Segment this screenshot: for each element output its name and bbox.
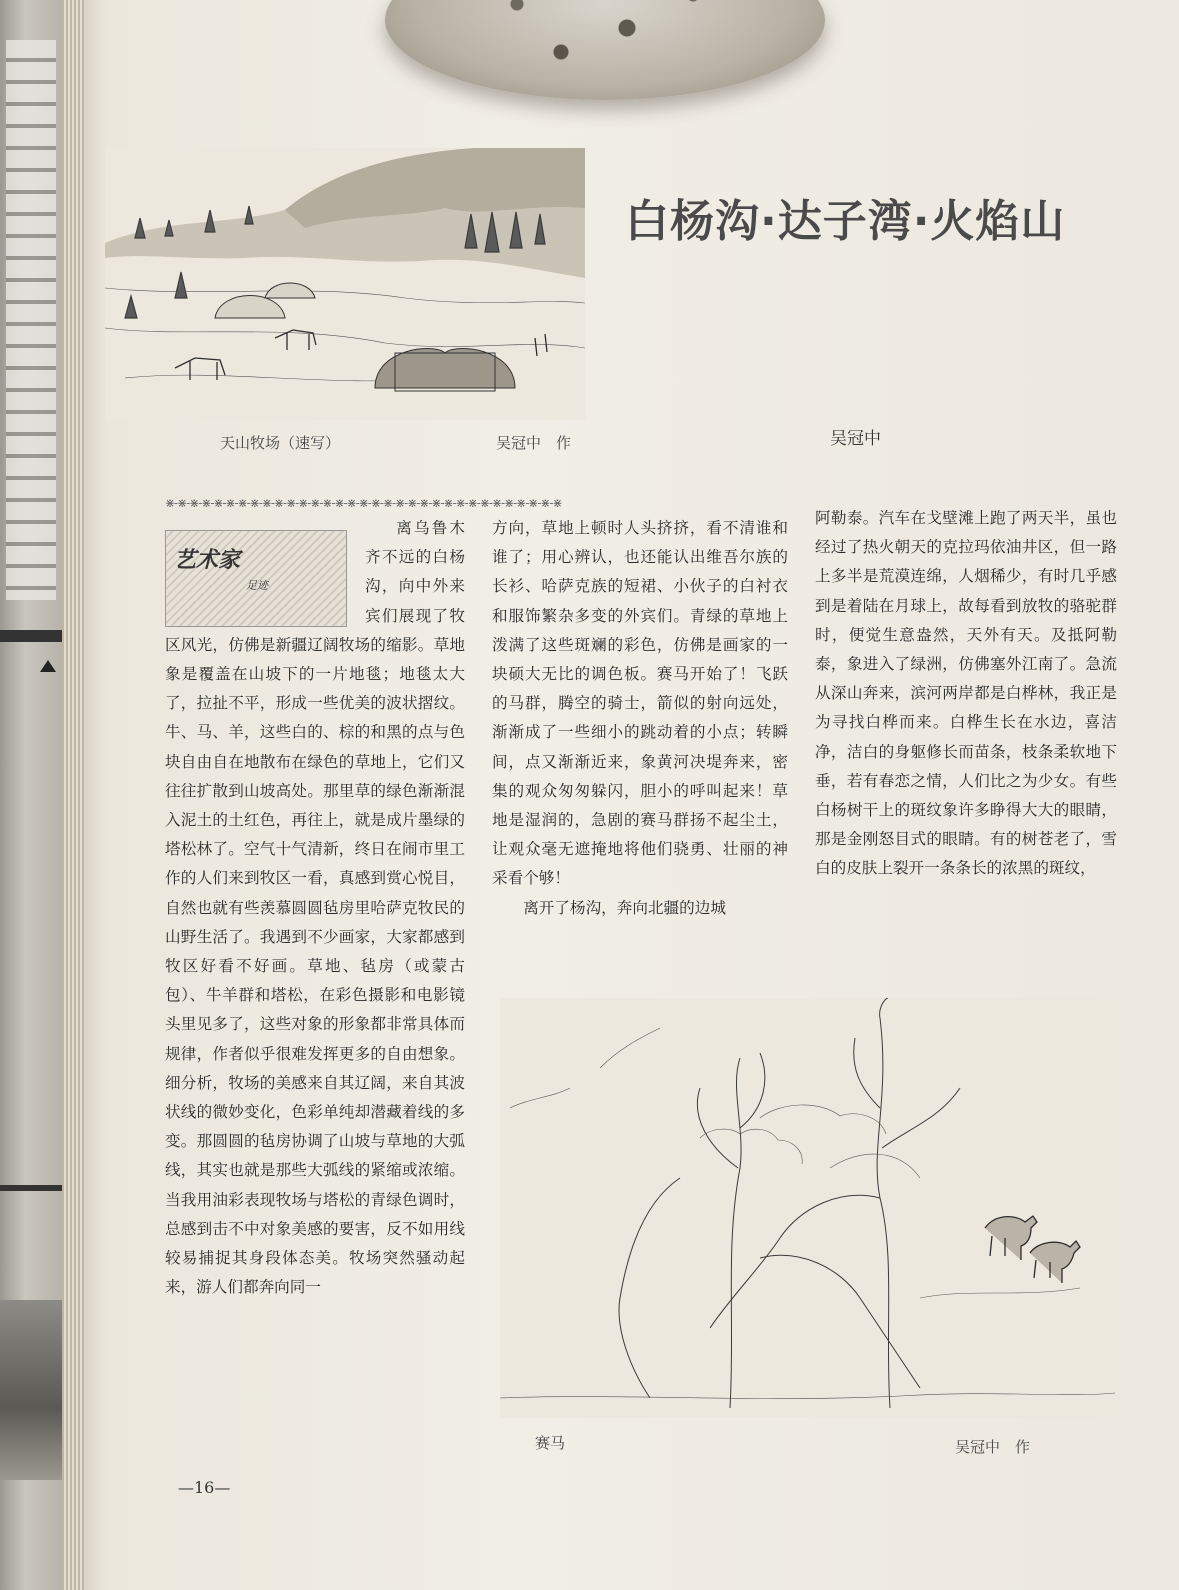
top-figure-caption: 天山牧场（速写） xyxy=(220,434,341,452)
paragraph: 离开了杨沟，奔向北疆的边城 xyxy=(523,898,726,917)
paragraph: 离乌鲁木齐不远的白杨沟，向中外来宾们展现了牧区风光，仿佛是新疆辽阔牧场的缩影。草地象是覆盖在山坡下的一片地毯；地毯太大了，拉扯不平，形成一些优美的波状摺纹。牛、马、羊，这些白的、棕的和黑的点与色块自由自在地散布在绿色的草地上，它们又往往扩散到山坡高处。那里草的绿色渐渐混入泥土的土红色，再往上，就是成片墨绿的塔松林了。空气十气清新，终日在闹市里工作的人们来到牧区一看，真感到赏心悦目，自然也就有些羡慕圆圆毡房里哈萨克牧民的山野生活了。我遇到不少画家，大家都感到牧区好看不好画。草地、毡房（或蒙古包）、牛羊群和塔松，在彩色摄影和电影镜头里见多了，这些对象的形象都非常具体而规律，作者似乎很难发挥更多的自由想象。细分析，牧场的美感来自其辽阔，来自其波状线的微妙变化，色彩单纯却潜藏着线的多变。那圆圆的毡房协调了山坡与草地的大弧线，其实也就是那些大弧线的紧缩或浓缩。当我用油彩表现牧场与塔松的青绿色调时，总感到击不中对象美感的要害，反不如用线较易捕捉其身段体态美。牧场突然骚动起来，游人们都奔向同一 xyxy=(165,519,465,1297)
bottom-figure-credit: 吴冠中 作 xyxy=(955,1438,1031,1456)
adjacent-photo xyxy=(0,1300,62,1480)
text-column-2 xyxy=(492,514,788,923)
column-logo-main: 艺术家 xyxy=(174,548,241,573)
building-photo xyxy=(6,40,56,600)
article-title: 白杨沟·达子湾·火焰山 xyxy=(625,196,1066,247)
ornamental-divider: ⋇-⋇-⋇-⋇-⋇-⋇-⋇-⋇-⋇-⋇-⋇-⋇-⋇-⋇-⋇-⋇-⋇-⋇-⋇-⋇-⋇-⋇-⋇-⋇-⋇-⋇-⋇-⋇-⋇-⋇-⋇-⋇-⋇ xyxy=(165,496,562,510)
sketch-tianshan-pasture xyxy=(105,148,585,420)
dark-band xyxy=(0,1185,62,1191)
adjacent-page-strip xyxy=(0,0,62,1590)
column-logo-sub: 足迹 xyxy=(246,579,268,592)
page-stack-edge xyxy=(62,0,84,1590)
dark-band xyxy=(0,630,62,642)
triangle-marker-icon xyxy=(40,660,56,672)
paragraph: 方向，草地上顿时人头挤挤，看不清谁和谁了；用心辨认，也还能认出维吾尔族的长衫、哈萨克族的短裙、小伙子的白衬衣和服饰繁杂多变的外宾们。青绿的草地上泼满了这些斑斓的彩色，仿佛是画家的一块硕大无比的调色板。赛马开始了！飞跃的马群，腾空的骑士，箭似的射向远处，渐渐成了一些细小的跳动着的小点；转瞬间，点又渐渐近来，象黄河决堤奔来，密集的观众匆匆躲闪，胆小的呼叫起来！草地是湿润的，急剧的赛马群扬不起尘土，让观众毫无遮掩地将他们骁勇、壮丽的神采看个够！ xyxy=(492,519,788,888)
bottom-figure-caption: 赛马 xyxy=(535,1434,566,1452)
article-author: 吴冠中 xyxy=(830,429,881,449)
top-figure-credit: 吴冠中 作 xyxy=(496,434,572,452)
text-column-3 xyxy=(815,504,1117,884)
page-number: —16— xyxy=(178,1478,231,1497)
sketch-horse-race xyxy=(500,998,1115,1418)
text-column-1 xyxy=(165,514,465,1302)
paragraph: 阿勒泰。汽车在戈壁滩上跑了两天半，虽也经过了热火朝天的克拉玛依油井区，但一路上多半是荒漠连绵，人烟稀少，有时几乎感到是着陆在月球上，故每看到放牧的骆驼群时，便觉生意盎然，天外有天。及抵阿勒泰，象进入了绿洲，仿佛塞外江南了。急流从深山奔来，滨河两岸都是白桦林，我正是为寻找白桦而来。白桦生长在水边，喜洁净，洁白的身躯修长而苗条，枝条柔软地下垂，若有春恋之情，人们比之为少女。有些白杨树干上的斑纹象许多睁得大大的眼睛，那是金刚怒目式的眼睛。有的树苍老了，雪白的皮肤上裂开一条条长的浓黑的斑纹， xyxy=(815,509,1117,878)
